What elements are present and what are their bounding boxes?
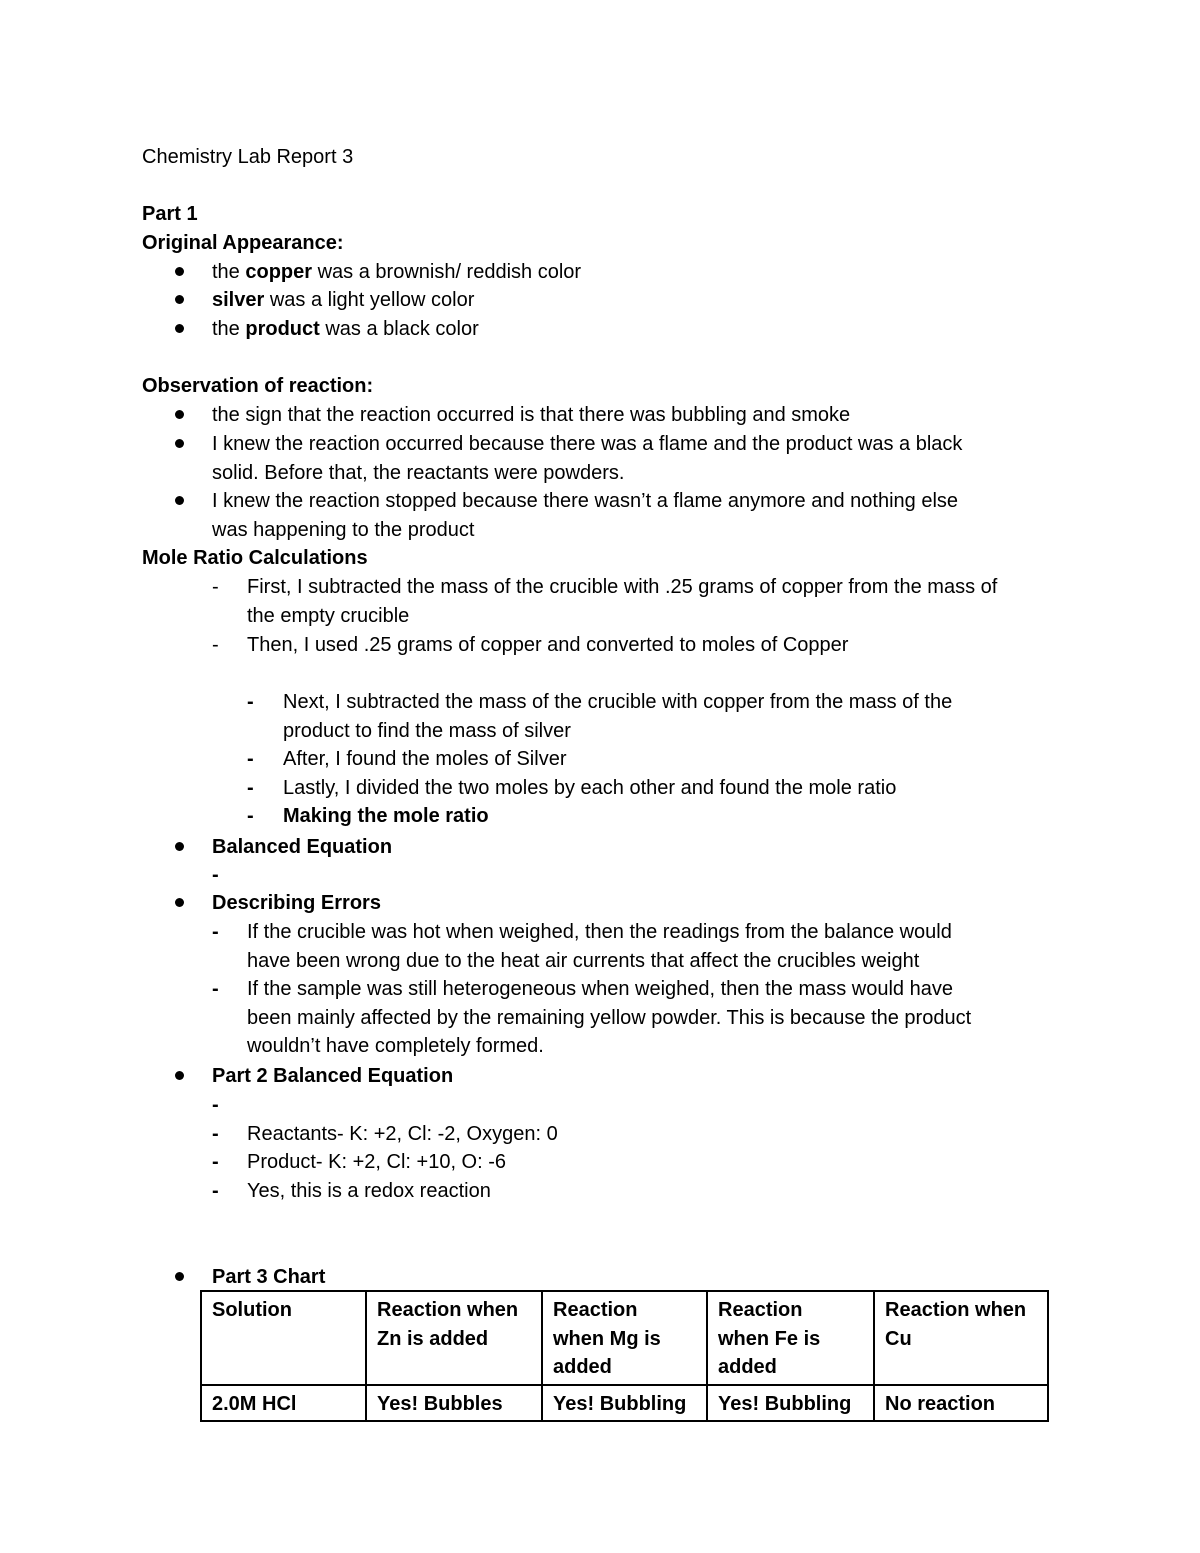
table-cell: Yes! Bubbles [366, 1385, 542, 1422]
observation-line: I knew the reaction stopped because there wasn’t a flame anymore and nothing else [212, 490, 959, 512]
part2-item: Reactants- K: +2, Cl: -2, Oxygen: 0 [247, 1123, 558, 1145]
mole-step [247, 631, 848, 660]
table-cell: No reaction [874, 1385, 1048, 1422]
table-header-cell [366, 1291, 542, 1385]
appearance-text: was a brownish/ reddish color [312, 261, 582, 283]
dash-marker: - [212, 978, 219, 1000]
header-line: Reaction when [885, 1299, 1027, 1321]
bullet-icon [175, 410, 184, 419]
appearance-subject: copper [245, 261, 313, 283]
error-line: wouldn’t have completely formed. [247, 1035, 544, 1057]
part1-heading: Part 1 [142, 203, 198, 225]
reaction-chart-table [200, 1290, 1049, 1422]
dash-marker: - [212, 1123, 219, 1145]
table-header-cell [874, 1291, 1048, 1385]
dash-marker: - [247, 691, 254, 713]
dash-marker: - [247, 805, 254, 827]
table-cell: Yes! Bubbling [707, 1385, 874, 1422]
appearance-text: the [212, 261, 246, 283]
mole-step-line: Making the mole ratio [283, 805, 489, 827]
mole-step-line: Then, I used .25 grams of copper and converted to moles of Copper [247, 634, 849, 656]
header-line: Reaction when [377, 1299, 519, 1321]
bullet-icon [175, 439, 184, 448]
table-header-cell [707, 1291, 874, 1385]
appearance-heading: Original Appearance: [142, 232, 344, 254]
table-cell: Yes! Bubbling [542, 1385, 707, 1422]
header-line: Solution [212, 1299, 292, 1321]
dash-marker: - [247, 777, 254, 799]
appearance-text: the [212, 318, 246, 340]
bullet-icon [175, 1071, 184, 1080]
observation-line: solid. Before that, the reactants were powders. [212, 461, 625, 484]
mole-step [247, 573, 997, 630]
table-cell: 2.0M HCl [201, 1385, 366, 1422]
error-line: If the crucible was hot when weighed, then the readings from the balance would [247, 921, 952, 943]
dash-marker: - [212, 1180, 219, 1202]
table-header-cell [201, 1291, 366, 1385]
observation-line: I knew the reaction occurred because there was a flame and the product was a black [212, 433, 963, 455]
observation-line: was happening to the product [212, 518, 475, 541]
header-line: when Mg is [553, 1327, 661, 1350]
header-line: Reaction [553, 1299, 638, 1321]
mole-step-line: First, I subtracted the mass of the crucible with .25 grams of copper from the mass of [247, 576, 998, 598]
bullet-icon [175, 324, 184, 333]
part2-item: Product- K: +2, Cl: +10, O: -6 [247, 1151, 507, 1173]
mole-ratio-heading: Mole Ratio Calculations [142, 547, 368, 569]
table-row [201, 1385, 1048, 1422]
mole-step-line: the empty crucible [247, 604, 410, 627]
error-item [247, 918, 952, 975]
table-header-row [201, 1291, 1048, 1385]
mole-step-line: product to find the mass of silver [283, 719, 571, 742]
dash-marker: - [212, 576, 219, 598]
dash-marker: - [212, 634, 219, 656]
bullet-icon [175, 295, 184, 304]
appearance-subject: silver [212, 289, 265, 311]
appearance-item [212, 315, 479, 344]
bullet-icon [175, 842, 184, 851]
errors-heading: Describing Errors [212, 892, 381, 914]
header-line: Reaction [718, 1299, 803, 1321]
mole-step [283, 688, 952, 745]
dash-marker: - [212, 864, 219, 886]
header-line: Cu [885, 1327, 912, 1350]
dash-marker: - [212, 1151, 219, 1173]
header-line: added [553, 1356, 612, 1378]
part2-heading: Part 2 Balanced Equation [212, 1065, 454, 1087]
part3-heading: Part 3 Chart [212, 1266, 326, 1288]
mole-step-line: Lastly, I divided the two moles by each other and found the mole ratio [283, 777, 897, 799]
appearance-text: was a light yellow color [264, 289, 475, 311]
appearance-item [212, 286, 474, 315]
mole-step-line: After, I found the moles of Silver [283, 748, 567, 770]
dash-marker: - [212, 921, 219, 943]
bullet-icon [175, 1272, 184, 1281]
bullet-icon [175, 898, 184, 907]
mole-step [283, 774, 896, 803]
header-line: when Fe is [718, 1327, 821, 1350]
appearance-subject: product [245, 318, 320, 340]
balanced-equation-heading: Balanced Equation [212, 836, 393, 858]
error-item [247, 975, 971, 1061]
appearance-item [212, 258, 581, 287]
header-line: Zn is added [377, 1327, 489, 1350]
error-line: If the sample was still heterogeneous when weighed, then the mass would have [247, 978, 953, 1000]
bullet-icon [175, 267, 184, 276]
error-line: been mainly affected by the remaining yellow powder. This is because the product [247, 1006, 972, 1029]
mole-step-line: Next, I subtracted the mass of the crucible with copper from the mass of the [283, 691, 953, 713]
table-header-cell [542, 1291, 707, 1385]
mole-step [283, 745, 566, 774]
observation-item [212, 487, 958, 544]
dash-marker: - [212, 1094, 219, 1116]
document-title: Chemistry Lab Report 3 [142, 146, 354, 168]
bullet-icon [175, 496, 184, 505]
dash-marker: - [247, 748, 254, 770]
error-line: have been wrong due to the heat air currents that affect the crucibles weight [247, 949, 920, 972]
header-line: added [718, 1356, 777, 1378]
observation-item [212, 401, 850, 430]
appearance-text: was a black color [319, 318, 479, 340]
mole-step [283, 802, 489, 831]
observation-item [212, 430, 962, 487]
part2-item: Yes, this is a redox reaction [247, 1180, 491, 1202]
observation-heading: Observation of reaction: [142, 375, 374, 397]
observation-line: the sign that the reaction occurred is that there was bubbling and smoke [212, 404, 851, 426]
